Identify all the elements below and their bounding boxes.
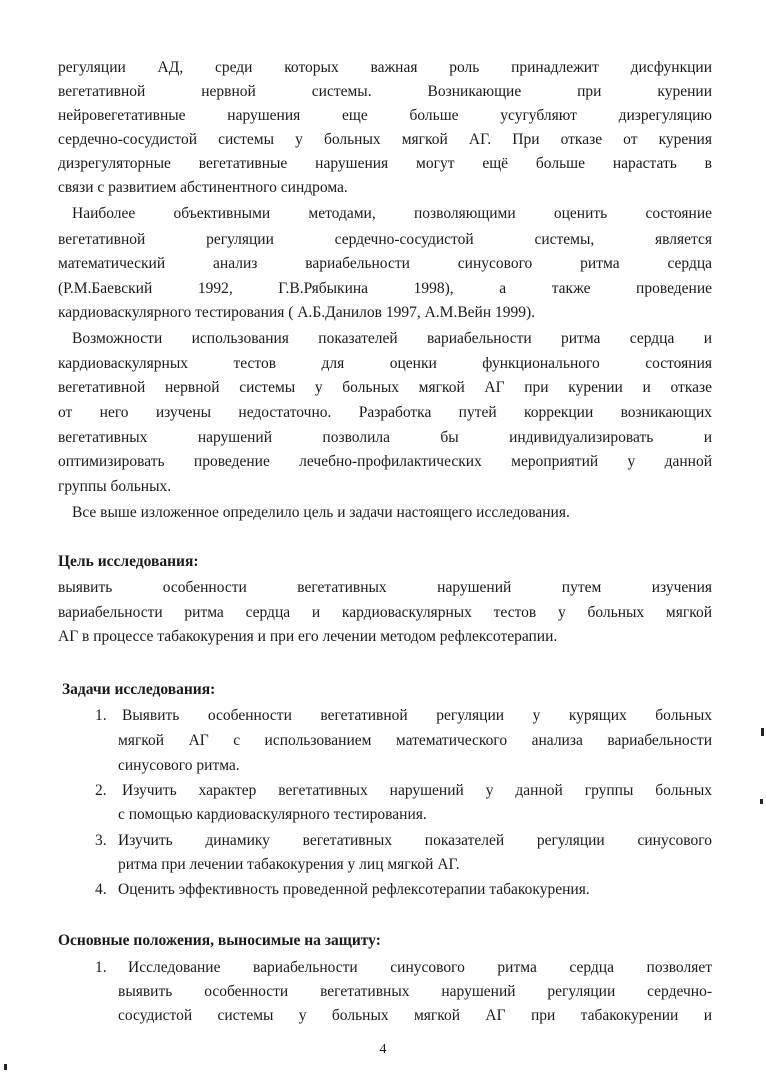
task-line: Оценить эффективность проведенной рефлексотерапии табакокурения. xyxy=(118,881,590,898)
paragraph-1-line: связи с развитием абстинентного синдрома. xyxy=(58,179,348,196)
tasks-heading: Задачи исследования: xyxy=(62,681,216,698)
paragraph-1-line: нейровегетативные нарушения еще больше усугубляют дизрегуляцию xyxy=(58,107,712,124)
scan-speck xyxy=(761,728,764,736)
paragraph-3-line: вегетативных нарушений позволила бы индивидуализировать и xyxy=(58,429,712,446)
paragraph-2-line: Наиболее объективными методами, позволяющими оценить состояние xyxy=(72,205,712,222)
paragraph-2-line: (Р.М.Баевский 1992, Г.В.Рябыкина 1998), а также проведение xyxy=(58,280,712,297)
paragraph-3-line: группы больных. xyxy=(58,478,172,495)
paragraph-3-line: вегетативной нервной системы у больных мягкой АГ при курении и отказе xyxy=(58,379,712,396)
goal-line: вариабельности ритма сердца и кардиоваскулярных тестов у больных мягкой xyxy=(58,604,712,621)
paragraph-1-line: дизрегуляторные вегетативные нарушения могут ещё больше нарастать в xyxy=(58,155,712,172)
paragraph-3-line: кардиоваскулярных тестов для оценки функционального состояния xyxy=(58,355,712,372)
task-line: синусового ритма. xyxy=(118,757,240,774)
task-line: Изучить динамику вегетативных показателей регуляции синусового xyxy=(118,832,712,849)
paragraph-3-line: оптимизировать проведение лечебно-профилактических мероприятий у данной xyxy=(58,453,712,470)
paragraph-2-line: математический анализ вариабельности синусового ритма сердца xyxy=(58,255,712,272)
thesis-line: выявить особенности вегетативных нарушений регуляции сердечно- xyxy=(118,983,712,1000)
paragraph-2-line: кардиоваскулярного тестирования ( А.Б.Данилов 1997, А.М.Вейн 1999). xyxy=(58,304,536,321)
paragraph-1-line: регуляции АД, среди которых важная роль принадлежит дисфункции xyxy=(58,59,712,76)
goal-line: выявить особенности вегетативных нарушений путем изучения xyxy=(58,579,712,596)
task-number: 3. xyxy=(95,832,107,849)
scan-speck xyxy=(760,799,763,804)
task-line: мягкой АГ с использованием математического анализа вариабельности xyxy=(118,732,712,749)
task-line: с помощью кардиоваскулярного тестирования. xyxy=(118,806,427,823)
paragraph-3-line: от него изучены недостаточно. Разработка путей коррекции возникающих xyxy=(58,404,712,421)
thesis-line: сосудистой системы у больных мягкой АГ при табакокурении и xyxy=(118,1007,712,1024)
thesis-line: Исследование вариабельности синусового ритма сердца позволяет xyxy=(128,959,712,976)
paragraph-1-line: сердечно-сосудистой системы у больных мягкой АГ. При отказе от курения xyxy=(58,131,712,148)
paragraph-4: Все выше изложенное определило цель и задачи настоящего исследования. xyxy=(72,504,570,521)
goal-heading: Цель исследования: xyxy=(58,553,199,570)
goal-line: АГ в процессе табакокурения и при его лечении методом рефлексотерапии. xyxy=(58,628,558,645)
page-number: 4 xyxy=(379,1042,387,1057)
task-number: 1. xyxy=(95,707,107,724)
task-line: Выявить особенности вегетативной регуляции у курящих больных xyxy=(122,707,712,724)
paragraph-1-line: вегетативной нервной системы. Возникающие при курении xyxy=(58,83,712,100)
paragraph-2-line: вегетативной регуляции сердечно-сосудистой системы, является xyxy=(58,231,712,248)
task-line: Изучить характер вегетативных нарушений у данной группы больных xyxy=(122,782,712,799)
task-number: 4. xyxy=(95,881,107,898)
task-line: ритма при лечении табакокурения у лиц мягкой АГ. xyxy=(118,856,460,873)
scan-speck xyxy=(4,1064,7,1070)
thesis-number: 1. xyxy=(95,959,107,976)
paragraph-3-line: Возможности использования показателей вариабельности ритма сердца и xyxy=(72,330,712,347)
theses-heading: Основные положения, выносимые на защиту: xyxy=(58,932,381,949)
task-number: 2. xyxy=(95,782,107,799)
